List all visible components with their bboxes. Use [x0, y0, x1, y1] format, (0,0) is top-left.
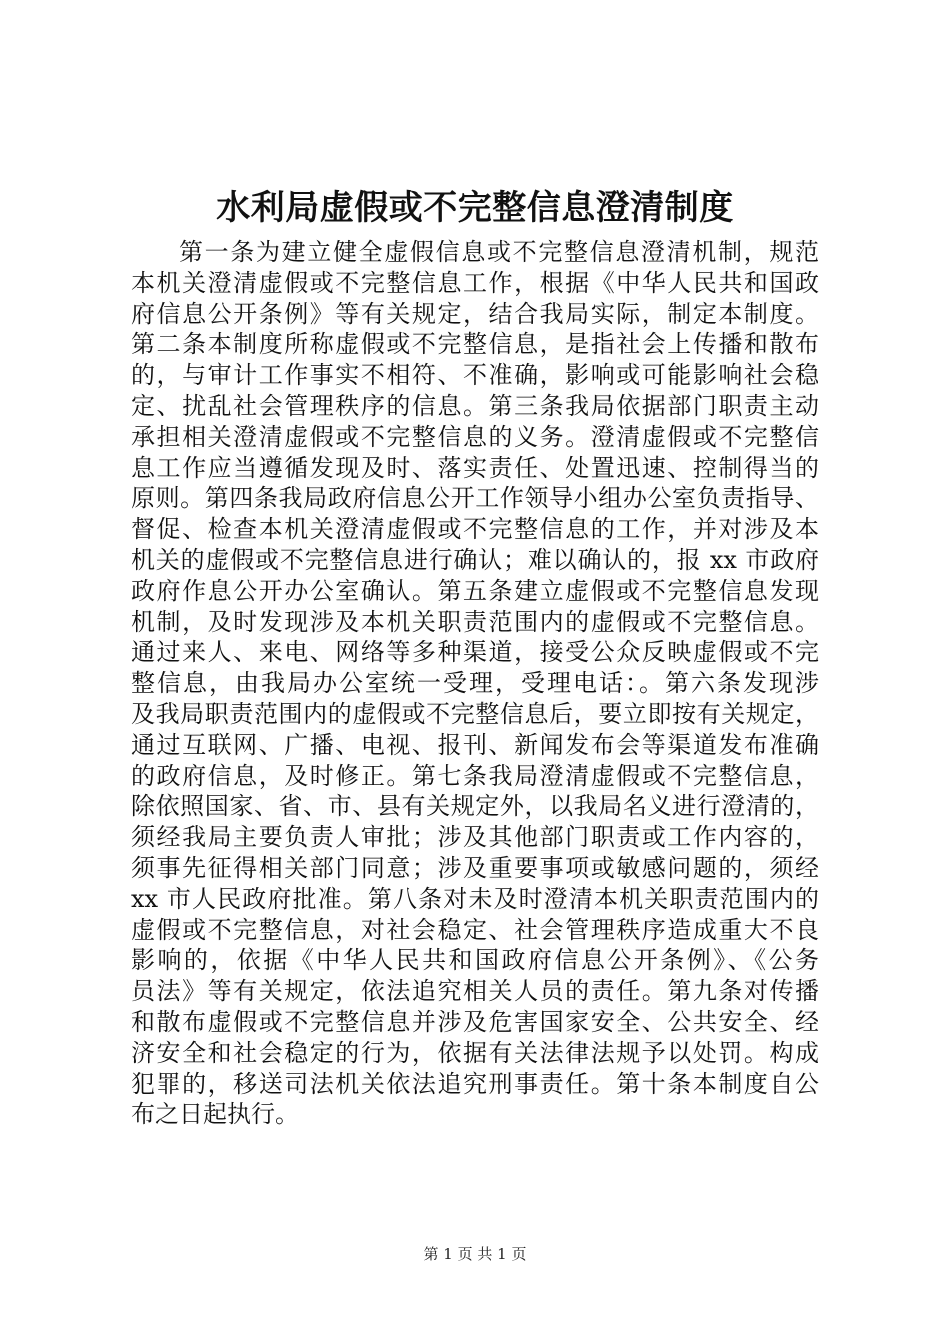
body-line: 定、扰乱社会管理秩序的信息。第三条我局依据部门职责主动 [131, 391, 819, 420]
body-line: 息工作应当遵循发现及时、落实责任、处置迅速、控制得当的 [131, 453, 819, 482]
body-line: 及我局职责范围内的虚假或不完整信息后，要立即按有关规定， [131, 699, 819, 728]
body-line: 府信息公开条例》等有关规定，结合我局实际，制定本制度。 [131, 299, 819, 328]
body-line: 的，与审计工作事实不相符、不准确，影响或可能影响社会稳 [131, 361, 819, 390]
page-footer: 第 1 页 共 1 页 [423, 1245, 527, 1263]
body-line: 须事先征得相关部门同意；涉及重要事项或敏感问题的，须经 [131, 853, 819, 882]
body-line: 和散布虚假或不完整信息并涉及危害国家安全、公共安全、经 [131, 1007, 819, 1036]
body-line: 第二条本制度所称虚假或不完整信息，是指社会上传播和散布 [131, 330, 819, 359]
body-line: 影响的，依据《中华人民共和国政府信息公开条例》、《公务 [131, 946, 819, 975]
body-line: 通过来人、来电、网络等多种渠道，接受公众反映虚假或不完 [131, 638, 819, 667]
body-line: 第一条为建立健全虚假信息或不完整信息澄清机制，规范 [179, 238, 819, 266]
body-line: 通过互联网、广播、电视、报刊、新闻发布会等渠道发布准确 [131, 730, 819, 759]
document-body [131, 237, 819, 1130]
body-line: 犯罪的，移送司法机关依法追究刑事责任。第十条本制度自公 [131, 1069, 819, 1098]
body-line: 虚假或不完整信息，对社会稳定、社会管理秩序造成重大不良 [131, 915, 819, 944]
body-line: 布之日起执行。 [131, 1100, 299, 1129]
body-line: 济安全和社会稳定的行为，依据有关法律法规予以处罚。构成 [131, 1038, 819, 1067]
body-line: 的政府信息，及时修正。第七条我局澄清虚假或不完整信息， [131, 761, 819, 790]
body-line: 机制，及时发现涉及本机关职责范围内的虚假或不完整信息。 [131, 607, 819, 636]
body-line: 原则。第四条我局政府信息公开工作领导小组办公室负责指导、 [131, 484, 819, 513]
body-line: 须经我局主要负责人审批；涉及其他部门职责或工作内容的， [131, 823, 819, 852]
body-line: 除依照国家、省、市、县有关规定外，以我局名义进行澄清的， [131, 792, 819, 821]
body-line: 督促、检查本机关澄清虚假或不完整信息的工作，并对涉及本 [131, 515, 819, 544]
document-title: 水利局虚假或不完整信息澄清制度 [216, 188, 734, 228]
body-line: 整信息，由我局办公室统一受理，受理电话：。第六条发现涉 [131, 669, 819, 698]
body-line: 政府作息公开办公室确认。第五条建立虚假或不完整信息发现 [131, 576, 819, 605]
body-line: 机关的虚假或不完整信息进行确认；难以确认的，报 xx 市政府 [131, 545, 819, 574]
body-line: 员法》等有关规定，依法追究相关人员的责任。第九条对传播 [131, 977, 819, 1006]
body-line: xx 市人民政府批准。第八条对未及时澄清本机关职责范围内的 [131, 884, 819, 913]
body-line: 承担相关澄清虚假或不完整信息的义务。澄清虚假或不完整信 [131, 422, 819, 451]
body-line: 本机关澄清虚假或不完整信息工作，根据《中华人民共和国政 [131, 268, 819, 297]
